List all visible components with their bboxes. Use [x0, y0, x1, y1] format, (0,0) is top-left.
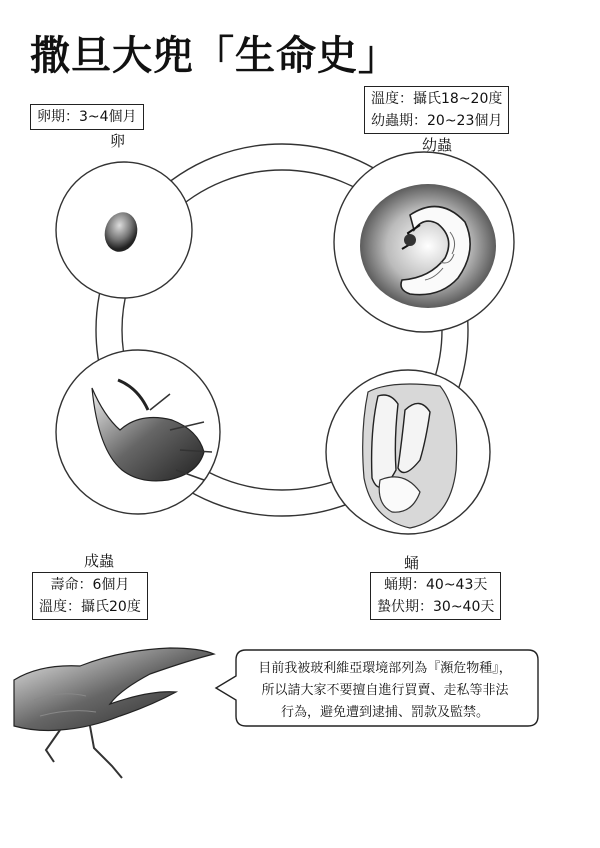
beetle-head-illustration — [14, 648, 214, 778]
pupa-dormant-text: 蟄伏期：30~40天 — [377, 599, 495, 615]
adult-info-box — [32, 572, 148, 620]
larva-label: 幼蟲 — [422, 136, 453, 154]
egg-info-box — [30, 104, 144, 130]
speech-line: 目前我被玻利維亞環境部列為『瀕危物種』， — [258, 661, 512, 676]
egg-illustration — [56, 162, 192, 298]
pupa-illustration — [326, 370, 490, 534]
egg-period-text: 卵期：3~4個月 — [37, 109, 137, 125]
pupa-period-text: 蛹期：40~43天 — [384, 577, 488, 593]
adult-beetle-illustration — [56, 350, 220, 514]
pupa-info-box — [370, 572, 501, 620]
pupa-label: 蛹 — [404, 554, 420, 572]
adult-temperature-text: 溫度：攝氏20度 — [39, 599, 141, 615]
larva-illustration — [334, 152, 514, 332]
speech-text — [240, 658, 530, 724]
larva-period-text: 幼蟲期：20~23個月 — [371, 113, 503, 129]
larva-info-box — [364, 86, 509, 134]
speech-line: 所以請大家不要擅自進行買賣、走私等非法 — [261, 683, 509, 698]
egg-label: 卵 — [110, 132, 126, 150]
page-title: 撒旦大兜「生命史」 — [30, 33, 399, 79]
speech-line: 行為，避免遭到逮捕、罰款及監禁。 — [280, 705, 489, 720]
larva-temperature-text: 溫度：攝氏18~20度 — [371, 91, 503, 107]
adult-label: 成蟲 — [84, 552, 115, 570]
adult-lifespan-text: 壽命：6個月 — [50, 577, 130, 593]
